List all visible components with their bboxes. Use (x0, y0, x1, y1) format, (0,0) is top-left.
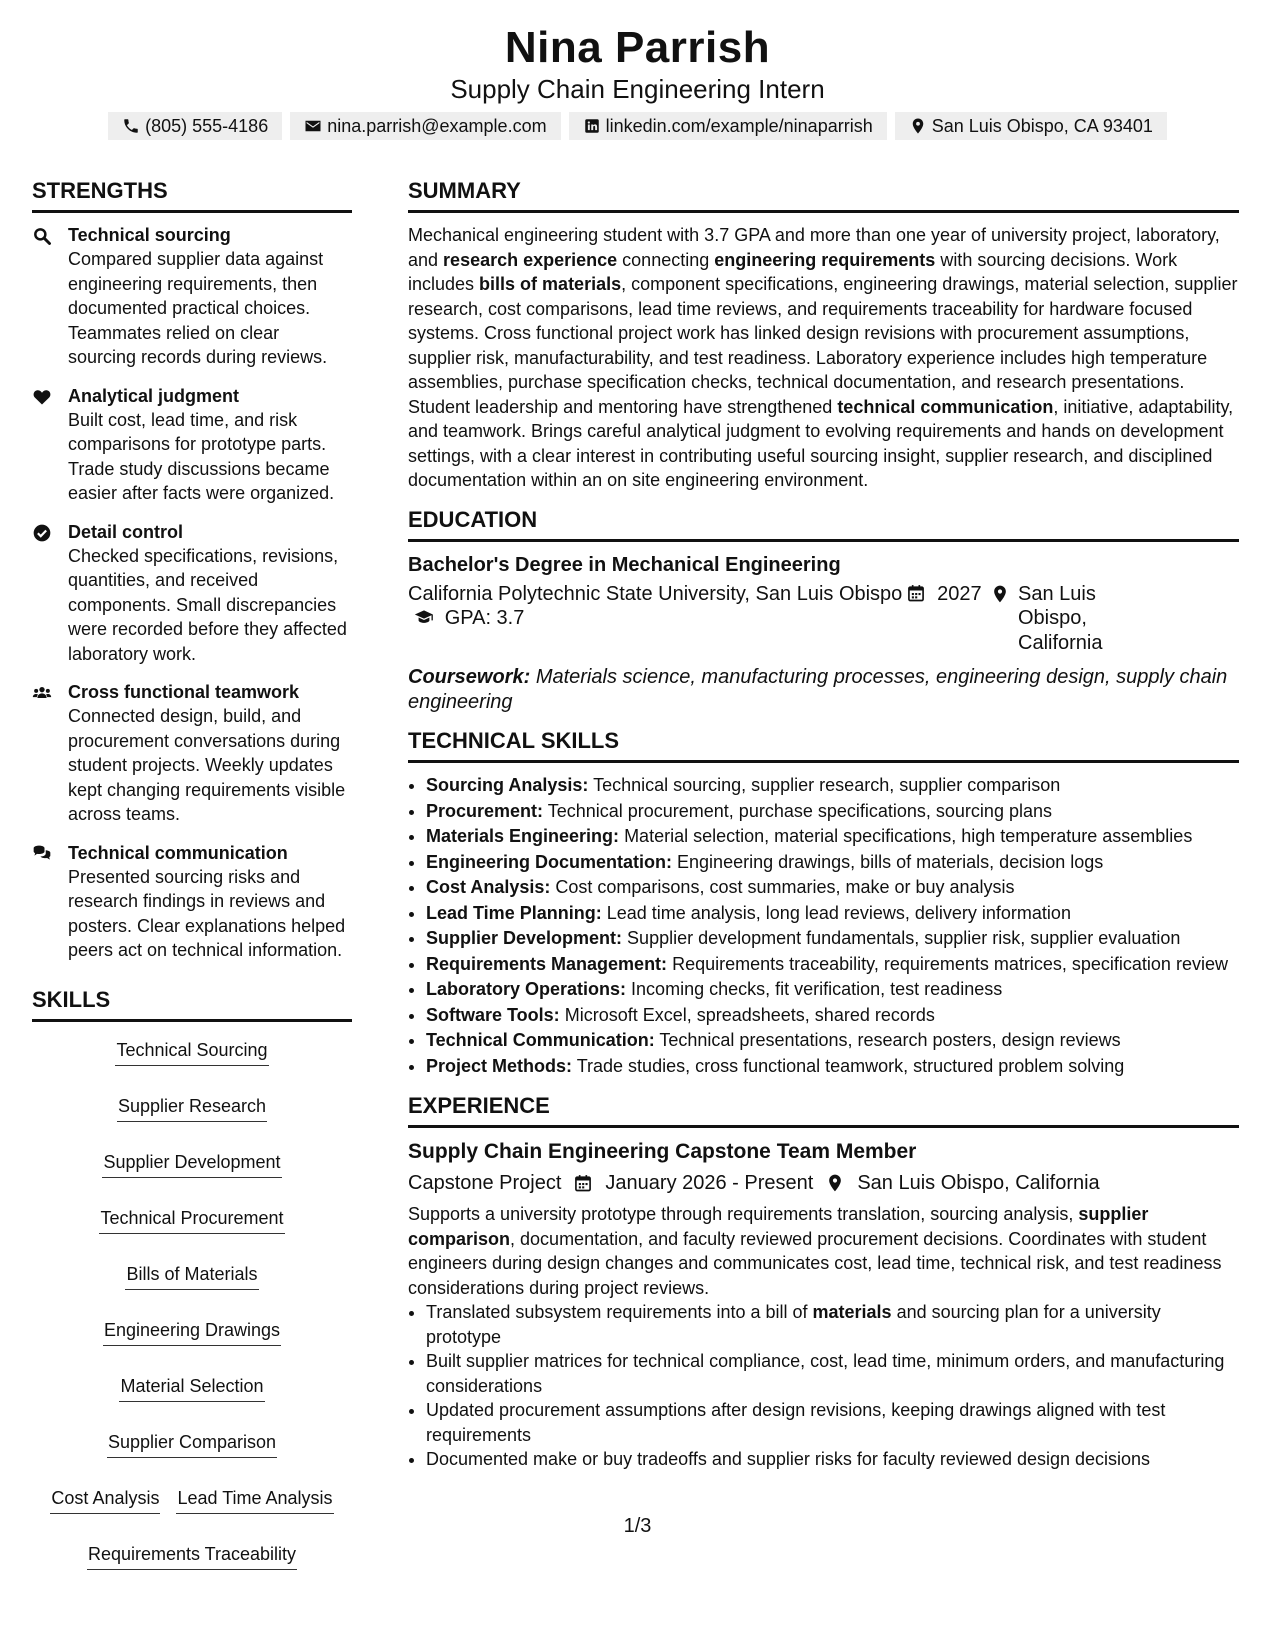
linkedin-chip[interactable] (569, 112, 887, 140)
list-item: • Translated subsystem requirements into a bill of materials and sourcing plan for a university prototype (426, 1300, 1239, 1349)
skill-details: Technical presentations, research posters, design reviews (659, 1030, 1121, 1050)
strength-title: Detail control (68, 521, 184, 542)
coursework (408, 665, 1239, 714)
heart-icon (32, 387, 52, 407)
strength-item (32, 680, 352, 827)
skill-details: Technical procurement, purchase specifications, sourcing plans (547, 800, 1052, 821)
job-description: Supports a university prototype through requirements translation, sourcing analysis, supplier comparison, documentation, and faculty reviewed procurement decisions. Coordinates with student engineers during design changes and communicates cost, lead time, technical risk, and test readiness considerations during project reviews. (408, 1204, 1222, 1298)
technical-skills-heading: TECHNICAL SKILLS (408, 728, 1239, 763)
strength-text: Connected design, build, and procurement conversations during student projects. Weekly updates kept changing requirements visible across teams. (68, 706, 346, 824)
education-heading: EDUCATION (408, 507, 1239, 542)
skill-category: Software Tools: (426, 1004, 560, 1025)
search-icon (32, 226, 52, 246)
email-text: nina.parrish@example.com (327, 115, 547, 136)
skill-details: Technical sourcing, supplier research, supplier comparison (593, 775, 1061, 795)
strength-item (32, 223, 352, 370)
skill-details: Lead time analysis, long lead reviews, delivery information (606, 902, 1071, 923)
skill-category: Lead Time Planning: (426, 902, 602, 923)
strength-text: Compared supplier data against engineering requirements, then documented practical choices. Teammates relied on clear sourcing records during reviews. (68, 249, 328, 367)
coursework-label: Coursework: (408, 666, 531, 688)
strength-item (32, 841, 352, 963)
location-text: San Luis Obispo, CA 93401 (931, 115, 1153, 136)
list-item (426, 1054, 1239, 1080)
strength-text: Built cost, lead time, and risk comparisons for prototype parts. Trade study discussions became easier after facts were organized. (68, 409, 335, 503)
summary-heading: SUMMARY (408, 178, 1239, 213)
job-dates: January 2026 - Present (605, 1172, 814, 1194)
map-pin-icon (825, 1173, 845, 1193)
gpa: GPA: 3.7 (444, 607, 525, 629)
skills-section (32, 987, 352, 1570)
right-column (408, 178, 1239, 1486)
email-chip[interactable] (290, 112, 560, 140)
summary-text: Mechanical engineering student with 3.7 GPA and more than one year of university project, laboratory, and research experience connecting engineering requirements with sourcing decisions. Work includes bills of materials, component specifications, engineering drawings, material selection, supplier research, cost comparisons, lead time reviews, and requirements traceability for hardware focused systems. Cross functional project work has linked design revisions with procurement assumptions, supplier risk, manufacturability, and test readiness. Laboratory experience includes high temperature assemblies, purchase specification checks, technical documentation, and research presentations. Student leadership and mentoring have strengthened technical communication, initiative, adaptability, and teamwork. Brings careful analytical judgment to evolving requirements and hands on development settings, with a clear interest in contributing useful sourcing insight, supplier research, and disciplined documentation within an on site engineering environment. (408, 225, 1238, 490)
list-item (426, 1028, 1239, 1054)
experience-heading: EXPERIENCE (408, 1093, 1239, 1128)
graduation-cap-icon (414, 607, 434, 627)
map-pin-icon (990, 584, 1010, 604)
calendar-icon (906, 583, 926, 603)
skill-tag: Bills of Materials (125, 1262, 258, 1290)
list-item: • Updated procurement assumptions after design revisions, keeping drawings aligned with test requirements (426, 1398, 1239, 1447)
technical-skills-list (408, 773, 1239, 1079)
school-gpa (408, 582, 906, 656)
skill-details: Cost comparisons, cost summaries, make or buy analysis (555, 877, 1015, 897)
strength-item (32, 384, 352, 506)
resume-header (0, 22, 1275, 140)
list-item (426, 824, 1239, 850)
map-pin-icon (909, 117, 927, 135)
experience-section (408, 1093, 1239, 1472)
email-icon (304, 117, 322, 135)
job-title: Supply Chain Engineering Capstone Team Member (408, 1140, 917, 1163)
skill-tag: Supplier Research (117, 1094, 267, 1122)
skill-details: Engineering drawings, bills of materials, decision logs (677, 851, 1104, 872)
skill-tag: Requirements Traceability (87, 1542, 297, 1570)
users-icon (32, 683, 52, 703)
strength-item (32, 520, 352, 667)
list-item (426, 1003, 1239, 1029)
skill-category: Materials Engineering: (426, 826, 620, 846)
strength-title: Technical sourcing (68, 225, 231, 245)
skills-cloud (32, 1032, 352, 1570)
list-item: • Documented make or buy tradeoffs and supplier risks for faculty reviewed design decisions (426, 1447, 1239, 1472)
list-item (426, 901, 1239, 927)
skill-details: Trade studies, cross functional teamwork, structured problem solving (576, 1055, 1125, 1076)
skill-category: Procurement: (426, 800, 544, 821)
phone-icon (122, 117, 140, 135)
skill-tag: Material Selection (119, 1374, 264, 1402)
linkedin-text: linkedin.com/example/ninaparrish (605, 115, 873, 136)
job-org: Capstone Project (408, 1172, 562, 1194)
list-item (426, 926, 1239, 952)
candidate-name: Nina Parrish (504, 23, 771, 72)
skill-details: Material selection, material specifications, high temperature assemblies (624, 826, 1193, 846)
skill-tag: Supplier Comparison (107, 1430, 277, 1458)
job-meta (408, 1170, 1239, 1196)
comments-icon (32, 844, 52, 864)
page-number: 1/3 (623, 1515, 652, 1537)
skill-category: Project Methods: (426, 1055, 573, 1076)
location-chip (895, 112, 1167, 140)
coursework-text: Materials science, manufacturing processes, engineering design, supply chain engineering (408, 666, 1228, 713)
list-item (426, 799, 1239, 825)
degree-title: Bachelor's Degree in Mechanical Engineering (408, 553, 841, 576)
linkedin-icon (583, 117, 601, 135)
education-details (408, 582, 1239, 656)
grad-year-wrap (906, 582, 990, 656)
skill-tag: Supplier Development (102, 1150, 281, 1178)
strength-title: Technical communication (68, 842, 288, 863)
strength-title: Analytical judgment (68, 385, 240, 406)
calendar-icon (573, 1173, 593, 1193)
skill-tag: Technical Sourcing (115, 1038, 268, 1066)
job-bullets (408, 1300, 1239, 1472)
list-item (426, 773, 1239, 799)
strengths-heading: STRENGTHS (32, 178, 352, 213)
strengths-section (32, 178, 352, 963)
skill-tag: Technical Procurement (99, 1206, 284, 1234)
school-location: San Luis Obispo, California (1018, 582, 1103, 654)
list-item: • Built supplier matrices for technical compliance, cost, lead time, minimum orders, and manufacturing considerations (426, 1349, 1239, 1398)
list-item (426, 977, 1239, 1003)
skill-details: Requirements traceability, requirements matrices, specification review (672, 953, 1228, 974)
strength-text: Presented sourcing risks and research findings in reviews and posters. Clear explanations helped peers act on technical information. (68, 866, 346, 960)
summary-section (408, 178, 1239, 493)
skill-category: Supplier Development: (426, 928, 623, 948)
grad-year: 2027 (937, 582, 982, 605)
skill-category: Engineering Documentation: (426, 851, 673, 872)
skill-tag: Engineering Drawings (103, 1318, 281, 1346)
skills-heading: SKILLS (32, 987, 352, 1022)
skill-category: Requirements Management: (426, 953, 668, 974)
school-name: California Polytechnic State University, San Luis Obispo (408, 582, 903, 605)
skill-category: Laboratory Operations: (426, 979, 627, 999)
skill-category: Technical Communication: (426, 1030, 655, 1050)
list-item (426, 875, 1239, 901)
contact-bar (0, 112, 1275, 140)
skill-category: Sourcing Analysis: (426, 775, 589, 795)
list-item (426, 850, 1239, 876)
skill-details: Incoming checks, fit verification, test readiness (631, 979, 1003, 999)
left-column (32, 178, 352, 1584)
strength-text: Checked specifications, revisions, quantities, and received components. Small discrepancies were recorded before they affected laboratory work. (68, 545, 347, 664)
strength-title: Cross functional teamwork (68, 682, 300, 702)
technical-skills-section (408, 728, 1239, 1079)
skill-tag: Lead Time Analysis (176, 1486, 333, 1514)
job-location: San Luis Obispo, California (857, 1172, 1100, 1194)
skill-details: Supplier development fundamentals, supplier risk, supplier evaluation (627, 928, 1181, 948)
list-item (426, 952, 1239, 978)
phone-text: (805) 555-4186 (145, 115, 269, 136)
phone-chip[interactable] (108, 112, 282, 140)
skill-category: Cost Analysis: (426, 877, 551, 897)
candidate-title: Supply Chain Engineering Intern (450, 74, 825, 104)
education-section (408, 507, 1239, 715)
school-location-wrap (990, 582, 1118, 656)
skill-tag: Cost Analysis (50, 1486, 160, 1514)
skill-details: Microsoft Excel, spreadsheets, shared records (564, 1004, 935, 1025)
check-circle-icon (32, 523, 52, 543)
